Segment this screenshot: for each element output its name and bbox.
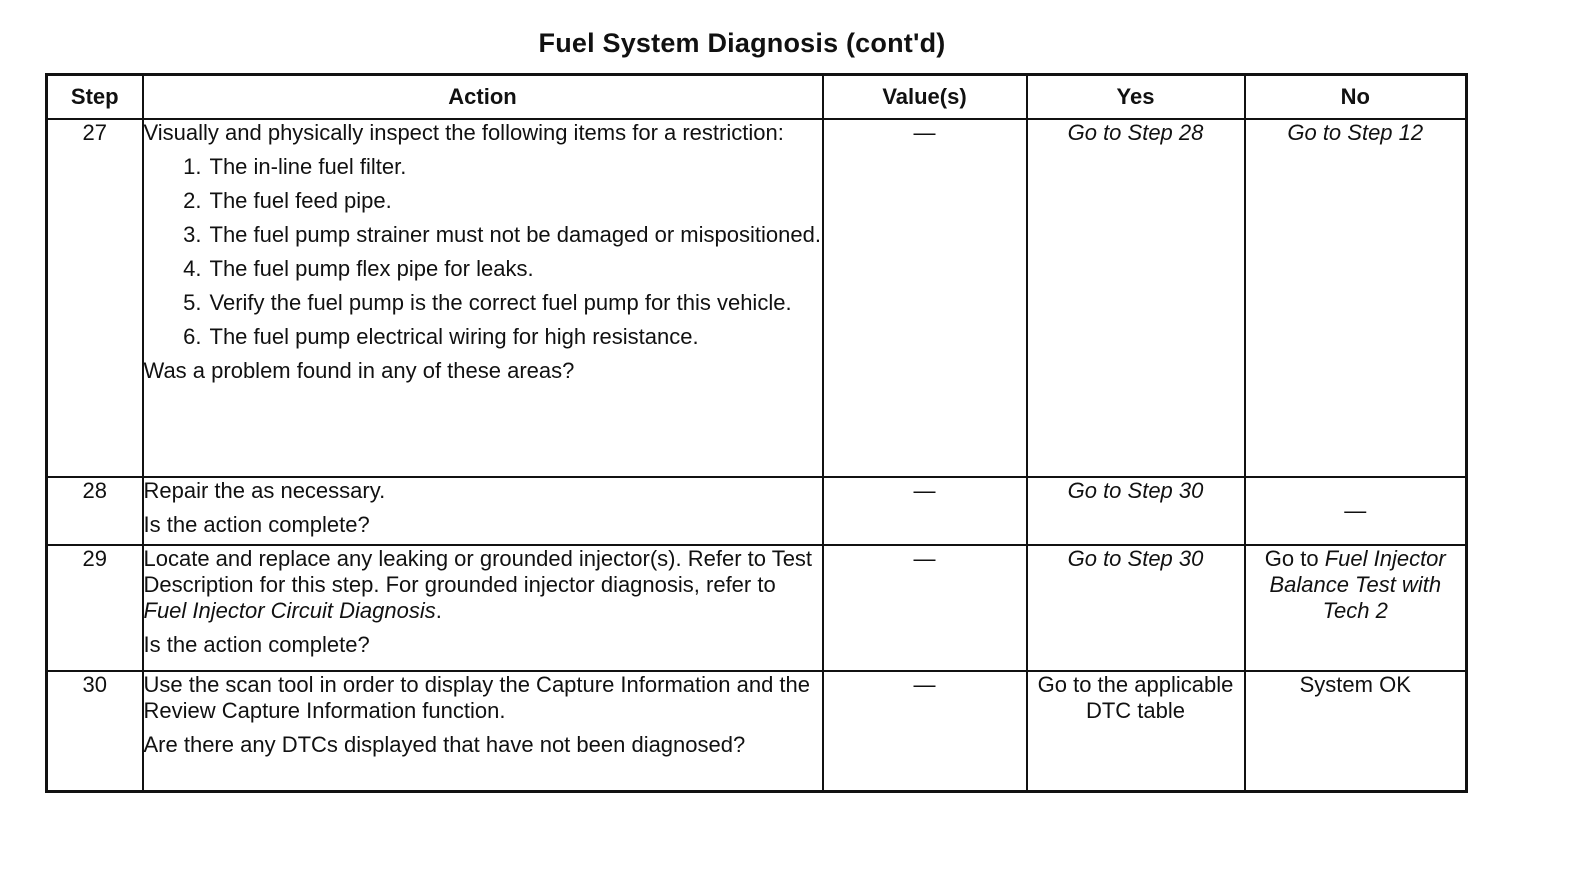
list-item bbox=[144, 188, 822, 214]
column-header-values: Value(s) bbox=[823, 75, 1027, 120]
action-question: Are there any DTCs displayed that have not been diagnosed? bbox=[143, 732, 746, 757]
action-cell bbox=[143, 671, 823, 792]
action-question: Is the action complete? bbox=[143, 512, 370, 537]
no-cell: System OK bbox=[1245, 671, 1467, 792]
list-item-number: 4. bbox=[183, 256, 202, 281]
action-question: Was a problem found in any of these areas? bbox=[143, 358, 575, 383]
action-question: Is the action complete? bbox=[143, 632, 370, 657]
value-cell: — bbox=[823, 477, 1027, 545]
step-number: 29 bbox=[47, 545, 143, 671]
table-header-row bbox=[47, 75, 1467, 120]
action-text-end: . bbox=[435, 598, 442, 623]
table-row bbox=[47, 477, 1467, 545]
table-row bbox=[47, 119, 1467, 477]
list-item-number: 5. bbox=[183, 290, 202, 315]
value-cell: — bbox=[823, 671, 1027, 792]
list-item-text: The fuel pump flex pipe for leaks. bbox=[209, 256, 534, 281]
action-text: Use the scan tool in order to display the Capture Information and the Review Capture Information function. bbox=[143, 672, 810, 723]
table-row bbox=[47, 671, 1467, 792]
value-cell: — bbox=[823, 545, 1027, 671]
step-number: 28 bbox=[47, 477, 143, 545]
column-header-action: Action bbox=[143, 75, 823, 120]
step-number: 27 bbox=[47, 119, 143, 477]
page-title: Fuel System Diagnosis (cont'd) bbox=[538, 28, 946, 58]
action-intro: Visually and physically inspect the following items for a restriction: bbox=[143, 120, 784, 145]
action-text bbox=[144, 546, 822, 624]
list-item bbox=[144, 222, 822, 248]
table-row bbox=[47, 545, 1467, 671]
list-item bbox=[144, 256, 822, 282]
action-cell bbox=[143, 119, 823, 477]
column-header-yes: Yes bbox=[1027, 75, 1245, 120]
list-item bbox=[144, 290, 822, 316]
diagnosis-table bbox=[45, 73, 1468, 793]
step-number: 30 bbox=[47, 671, 143, 792]
yes-cell: Go to Step 28 bbox=[1027, 119, 1245, 477]
action-cell bbox=[143, 545, 823, 671]
list-item bbox=[144, 324, 822, 350]
list-item-text: The fuel feed pipe. bbox=[209, 188, 392, 213]
list-item-text: Verify the fuel pump is the correct fuel pump for this vehicle. bbox=[209, 290, 792, 315]
list-item-text: The fuel pump electrical wiring for high resistance. bbox=[209, 324, 699, 349]
list-item-text: The fuel pump strainer must not be damaged or mispositioned. bbox=[209, 222, 821, 247]
action-text: Repair the as necessary. bbox=[143, 478, 386, 503]
no-cell bbox=[1245, 545, 1467, 671]
list-item-number: 1. bbox=[183, 154, 202, 179]
no-reference: Fuel Injector Balance Test with Tech 2 bbox=[1269, 546, 1446, 623]
yes-cell: Go to Step 30 bbox=[1027, 477, 1245, 545]
yes-cell: Go to the applicable DTC table bbox=[1027, 671, 1245, 792]
list-item-number: 2. bbox=[183, 188, 202, 213]
action-cell bbox=[143, 477, 823, 545]
action-reference: Fuel Injector Circuit Diagnosis bbox=[143, 598, 436, 623]
list-item-number: 6. bbox=[183, 324, 202, 349]
list-item-text: The in-line fuel filter. bbox=[209, 154, 407, 179]
column-header-step: Step bbox=[47, 75, 143, 120]
inspection-list bbox=[144, 154, 822, 350]
list-item bbox=[144, 154, 822, 180]
no-prefix: Go to bbox=[1264, 546, 1319, 571]
list-item-number: 3. bbox=[183, 222, 202, 247]
column-header-no: No bbox=[1245, 75, 1467, 120]
no-cell: — bbox=[1245, 477, 1467, 545]
action-text-main: Locate and replace any leaking or grounded injector(s). Refer to Test Description for this step. For grounded injector diagnosis, refer to bbox=[143, 546, 813, 597]
yes-cell: Go to Step 30 bbox=[1027, 545, 1245, 671]
no-cell: Go to Step 12 bbox=[1245, 119, 1467, 477]
value-cell: — bbox=[823, 119, 1027, 477]
